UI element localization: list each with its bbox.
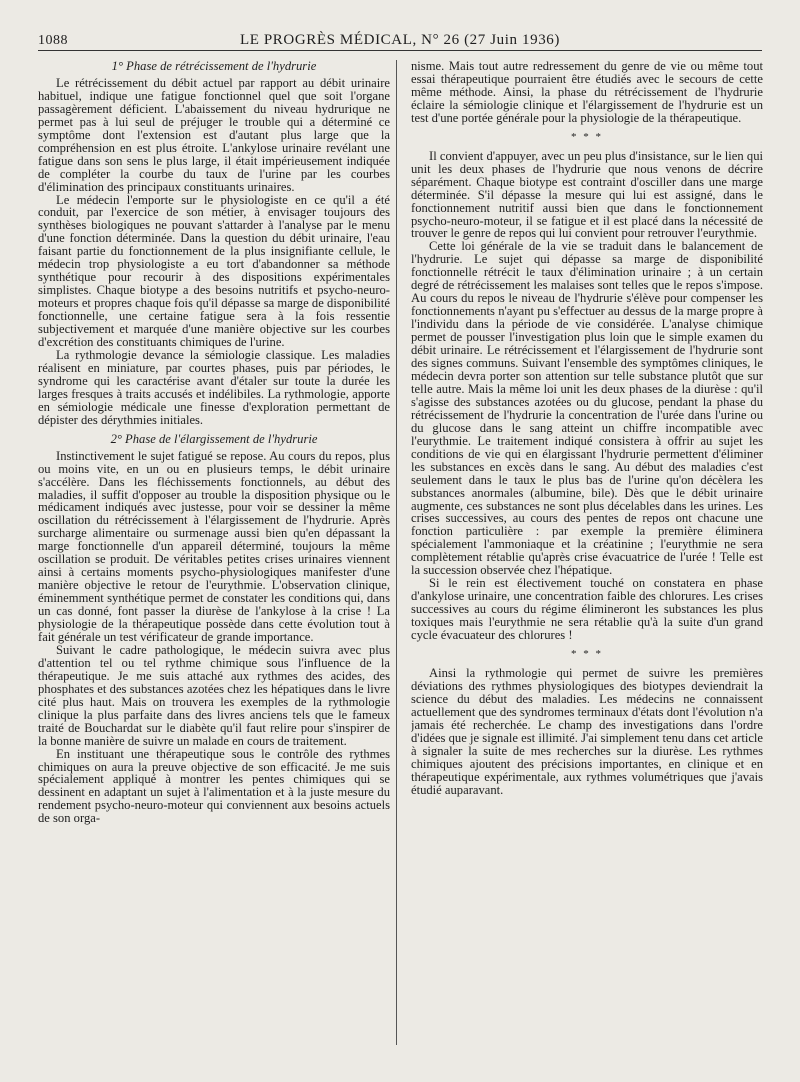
left-column bbox=[38, 60, 390, 1060]
paragraph: Si le rein est électivement touché on constatera en phase d'ankylose urinaire, une concentration faible des chlorures. Les crises successives au cours du régime élimineront les substances les plus toxiques mais l'eurythmie ne sera rétablie qu'à la suite d'un grand cycle évacuateur des chlorures ! bbox=[411, 576, 763, 643]
section-separator-stars: * * * bbox=[571, 130, 603, 143]
paragraph: Ainsi la rythmologie qui permet de suivre les premières déviations des rythmes physiologiques des biotypes deviendrait la science du début des maladies. Les médecins ne connaissent actuellement que des syndromes terminaux d'états dont l'évolution n'a jamais été recherchée. Le champ des investigations dans l'ordre d'idées que je signale est illimité. J'ai simplement tenu dans cet article à signaler la suite de mes recherches sur la diurèse. Les rythmes chimiques ajoutent des précisions importantes, en clinique et en thérapeutique expérimentale, aux rythmes volumétriques que j'avais étudié auparavant. bbox=[411, 665, 763, 797]
paragraph: La rythmologie devance la sémiologie classique. Les maladies réalisent en miniature, par courtes phases, puis par périodes, le syndrome qui les caractérise avant d'étaler sur toute la durée les larges fresques à traits accusés et indélibiles. La rythmologie, apporte en sémiologie médicale une finesse d'exploration permettant de dépister des dérythmies initiales. bbox=[38, 347, 390, 427]
paragraph: Le rétrécissement du débit actuel par rapport au débit urinaire habituel, indique une fatigue fonctionnel quel que soit l'organe passagèrement déficient. L'abaissement du niveau hydrurique ne permet pas à lui seul de préjuger le trouble qui a déterminé ce symptôme dont l'extension est d'autant plus large que la compréhension en est plus étroite. L'ankylose urinaire revélant une fatigue dans son sens le plus large, il était impérieusement indiquée de compléter la courbe du taux de l'urine par les courbes d'élimination des principaux constituants urinaires. bbox=[38, 75, 390, 194]
paragraph: Cette loi générale de la vie se traduit dans le balancement de l'hydrurie. Le sujet qui dépasse sa marge de disponibilité fonctionnelle rétrécit le taux d'élimination urinaire ; à un certain degré de rétrécissement les malaises sont telles que le repos s'impose. Au cours du repos le niveau de l'hydrurie s'élève pour compenser les fonctionnements n'ayant pu s'effectuer au dessus de la marge propre à l'individu dans la période de vie considérée. L'analyse chimique permet de pousser l'investigation plus loin que le simple examen du débit urinaire. Le rétrécissement et l'élargissement de l'hydrurie sont des signes communs. Suivant l'ensemble des symptômes cliniques, le médecin devra porter son attention sur telle substance plutôt que sur telle autre. Mais la même loi unit les deux phases de la diurèse : qu'il s'agisse des substances azotées ou du glucose, pendant la phase du rétrécissement de l'hydrurie la concentration de l'urée dans l'urine ou du glucose dans le sang atteint un chiffre incompatible avec l'eurythmie. Le traitement indiqué consistera à offrir au sujet les conditions de vie qui en élargissant l'hydrurie permettent d'éliminer les substances en excès dans le sang. Au début des maladies c'est seulement dans le taux le plus bas de l'urine qu'on décèlera les substances anormales (albumine, bile). Dès que le débit urinaire augmente, ces substances ne sont plus décelables dans les urines. Les crises successives, au cours des pentes de repos ont chacune une fonction particulière : par exemple la première éliminera spécialement l'ammoniaque et la créatinine ; l'eurythmie ne sera complètement rétablie qu'après crise évacuatrice de l'urée ! Telle est la succession observée chez l'hépatique. bbox=[411, 239, 763, 578]
header-rule bbox=[38, 50, 762, 51]
paragraph: Il convient d'appuyer, avec un peu plus d'insistance, sur le lien qui unit les deux phases de l'hydrurie que nous venons de décrire séparément. Chaque biotype est contraint d'osciller dans une marge déterminée. S'il dépasse la mesure qui lui est assigné, dans le fonctionnement nutritif aussi bien que dans le fonctionnement psycho-neuro-moteur, il se fatigue et il est placé dans la nécessité de trouver le genre de repos qui lui convient pour retrouver l'eurythmie. bbox=[411, 148, 763, 241]
paragraph: Suivant le cadre pathologique, le médecin suivra avec plus d'attention tel ou tel rythme chimique sous l'influence de la thérapeutique. Je me suis attaché aux rythmes des acides, des phosphates et des substances azotées chez les hépatiques dans le livre cité plus haut. Mais on trouvera les exemples de la rythmologie clinique la plus parfaite dans des livres anciens tels que le fameux traité de Bouchardat sur le diabète qu'il faut relire pour s'inspirer de la bonne manière de suivre un malade en cours de traitement. bbox=[38, 642, 390, 748]
page-number: 1088 bbox=[38, 33, 68, 48]
paragraph: En instituant une thérapeutique sous le contrôle des rythmes chimiques on aura la preuve objective de son efficacité. Je me suis spécialement appliqué à montrer les pentes chimiques qui se dessinent en adaptant un sujet à l'alimentation et à la juste mesure du rendement psycho-neuro-moteur qui conviennent aux besoins actuels de son orga- bbox=[38, 746, 390, 826]
paragraph: Le médecin l'emporte sur le physiologiste en ce qu'il a été conduit, par l'exercice de son métier, à envisager toujours des synthèses biologiques ne pouvant s'attarder à l'analyse par le menu d'une fonction déterminée. Dans la question du débit urinaire, l'eau faisant partie du fonctionnement de la plus insignifiante cellule, le médecin trop physiologiste a eu tort d'abandonner sa méthode synthétique pour recourir à des dispositions expérimentales simplistes. Chaque biotype a des besoins nutritifs et psycho-neuro-moteurs et propres chaque fois qu'il dépasse sa marge de disponibilité fonctionnelle, une certaine fatigue sera à la fois ressentie subjectivement et marquée d'une manière objective sur les courbes d'excrétion des constituants chimiques de l'urine. bbox=[38, 192, 390, 350]
running-title: LE PROGRÈS MÉDICAL, N° 26 (27 Juin 1936) bbox=[239, 32, 560, 48]
section-separator-stars: * * * bbox=[571, 647, 603, 660]
paragraph: nisme. Mais tout autre redressement du genre de vie ou même tout essai thérapeutique pourraient être étudiés avec le secours de cette même méthode. Ainsi, la phase du rétrécissement de l'hydrurie éclaire la sémiologie clinique et l'élargissement de l'hydrurie est un test d'une portée générale pour la physiologie de la thérapeutique. bbox=[411, 60, 763, 125]
section-title-phase-2: 2° Phase de l'élargissement de l'hydrurie bbox=[110, 431, 318, 446]
right-column bbox=[411, 60, 763, 1060]
column-divider bbox=[396, 60, 397, 1045]
page-header bbox=[38, 27, 762, 49]
section-title-phase-1: 1° Phase de rétrécissement de l'hydrurie bbox=[111, 60, 317, 73]
paragraph: Instinctivement le sujet fatigué se repose. Au cours du repos, plus ou moins vite, en un ou en plusieurs temps, le débit urinaire s'accélère. Dans les fléchissements fonctionnels, au début des maladies, il suffit d'opposer au trouble la disposition physique ou le médicament indiqués avec justesse, pour voir se dessiner la même oscillation du rétrécissement à l'élargissement de l'hydrurie. Après surcharge alimentaire ou surmenage aussi bien qu'en dépassant la marge fonctionnelle d'un appareil déterminé, toujours la même oscillation se produit. De véritables petites crises urinaires viennent ainsi à certains moments psycho-physiologiques manifester d'une manière objective le retour de l'eurythmie. L'observation clinique, éminemment synthétique permet de constater les conditions qui, dans un cas donné, font passer la diurèse de l'ankylose à la crise ! La physiologie de la thérapeutique possède dans cette évolution tout à fait générale un test vérificateur de grande importance. bbox=[38, 448, 390, 644]
